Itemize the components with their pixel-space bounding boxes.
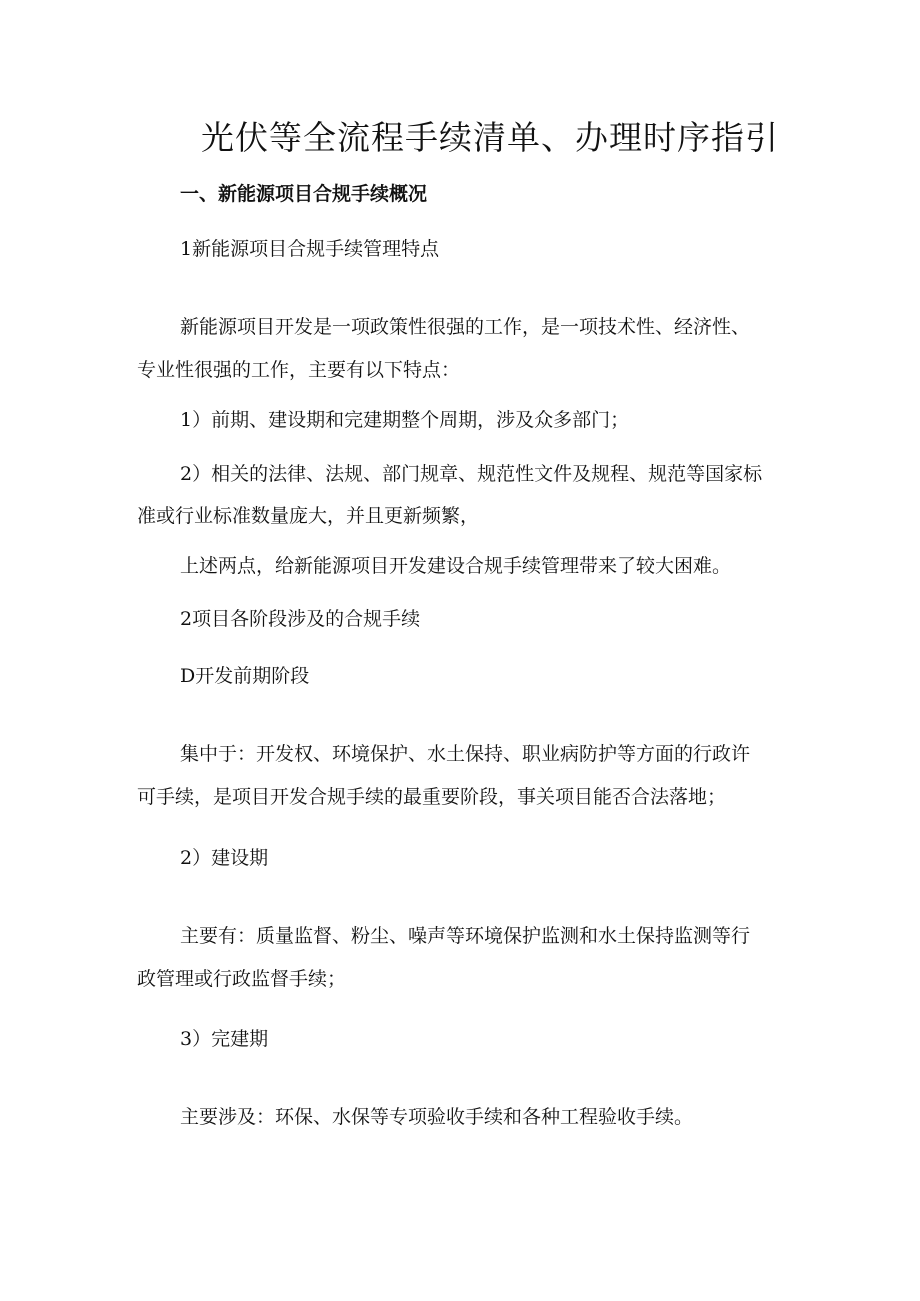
summary-text: 上述两点，给新能源项目开发建设合规手续管理带来了较大困难。 (180, 555, 732, 577)
subheading-stage-procedures: 2项目各阶段涉及的合规手续 (180, 608, 421, 630)
stage-heading-pre-development: D开发前期阶段 (180, 665, 310, 687)
feature-point-2-line-1: 2）相关的法律、法规、部门规章、规范性文件及规程、规范等国家标 (180, 463, 763, 485)
feature-point-2-line-2: 准或行业标准数量庞大，并且更新频繁， (137, 505, 480, 527)
section-heading-overview: 一、新能源项目合规手续概况 (180, 183, 428, 205)
stage-2-text-line-2: 政管理或行政监督手续； (137, 968, 347, 990)
feature-point-1: 1）前期、建设期和完建期整个周期，涉及众多部门； (180, 409, 630, 431)
stage-2-text-line-1: 主要有：质量监督、粉尘、噪声等环境保护监测和水土保持监测等行 (180, 925, 751, 947)
stage-heading-construction: 2）建设期 (180, 847, 269, 869)
paragraph-intro-line-1: 新能源项目开发是一项政策性很强的工作，是一项技术性、经济性、 (180, 316, 751, 338)
stage-heading-completion: 3）完建期 (180, 1028, 269, 1050)
document-title: 光伏等全流程手续清单、办理时序指引 (201, 118, 779, 157)
subheading-management-features: 1新能源项目合规手续管理特点 (180, 238, 440, 260)
stage-1-text-line-1: 集中于：开发权、环境保护、水土保持、职业病防护等方面的行政许 (180, 743, 751, 765)
stage-3-text-line-1: 主要涉及：环保、水保等专项验收手续和各种工程验收手续。 (180, 1106, 694, 1128)
stage-1-text-line-2: 可手续，是项目开发合规手续的最重要阶段，事关项目能否合法落地； (137, 786, 727, 808)
paragraph-intro-line-2: 专业性很强的工作，主要有以下特点： (137, 359, 461, 381)
